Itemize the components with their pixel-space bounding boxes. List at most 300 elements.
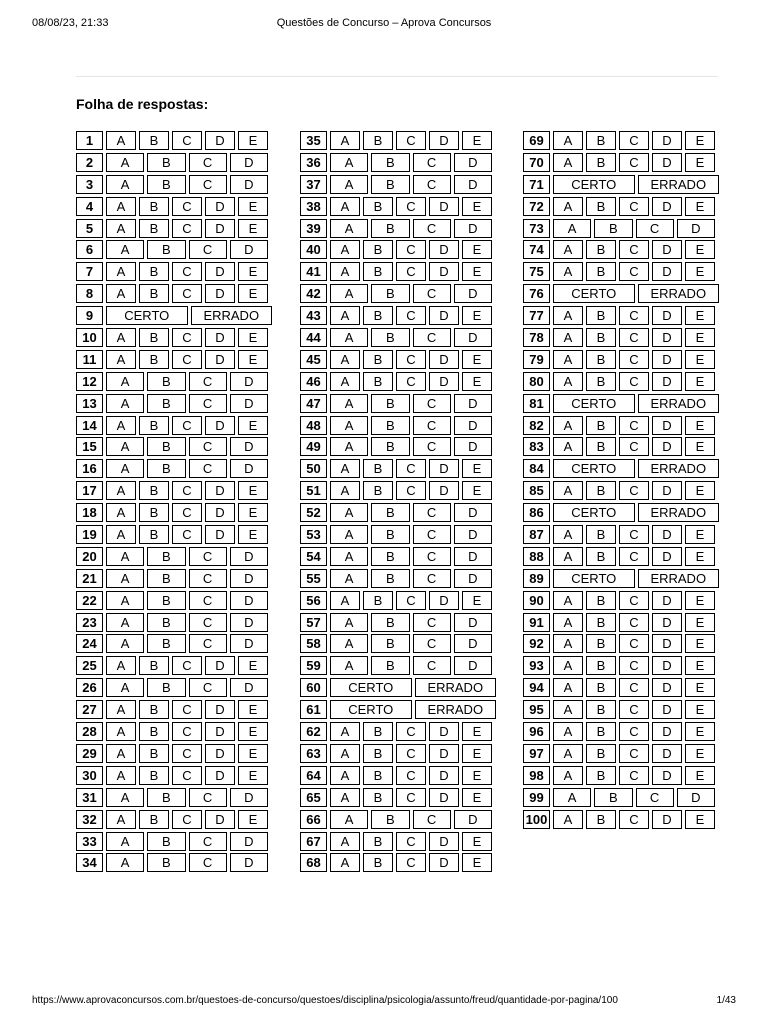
answer-row [300,153,496,172]
answer-option-box: D [652,678,682,697]
question-number: 23 [76,613,103,632]
answer-option-box: D [205,525,235,544]
answer-option-box: A [330,306,360,325]
answer-option-box: A [106,459,144,478]
answer-option-box: B [586,700,616,719]
answer-option-box: B [363,306,393,325]
answer-option-box: A [106,416,136,435]
answer-option-box: D [230,634,268,653]
question-number: 40 [300,240,327,259]
question-number: 6 [76,240,103,259]
answer-option-box: B [586,481,616,500]
answer-option-box: D [429,350,459,369]
question-number: 31 [76,788,103,807]
answer-option-box: C [619,591,649,610]
answer-row [76,481,272,500]
question-number: 43 [300,306,327,325]
answer-option-box: E [238,481,268,500]
answer-row [523,394,719,413]
answer-option-box: C [172,219,202,238]
answer-option-box: E [685,613,715,632]
answer-row [76,131,272,150]
answer-option-box: E [462,372,492,391]
answer-row [300,219,496,238]
answer-row [523,284,719,303]
answer-option-box: A [330,131,360,150]
answer-option-box: A [553,306,583,325]
answer-option-box: B [586,197,616,216]
answer-row [76,437,272,456]
answer-row [300,700,496,719]
answer-option-box: C [619,744,649,763]
answer-option-box: C [413,175,451,194]
answer-option-box: D [429,262,459,281]
question-number: 17 [76,481,103,500]
answer-row [76,153,272,172]
answer-option-box: E [685,810,715,829]
answer-option-box: C [413,219,451,238]
answer-option-box: B [363,197,393,216]
answer-row [300,284,496,303]
answer-option-box: A [106,197,136,216]
answer-row [76,832,272,851]
answer-option-box: D [230,547,268,566]
answer-row [300,744,496,763]
answer-option-box: D [230,153,268,172]
answer-option-box: A [553,678,583,697]
answer-row [523,591,719,610]
answer-row [523,503,719,522]
answer-option-box: D [652,634,682,653]
question-number: 32 [76,810,103,829]
answer-option-box: D [652,306,682,325]
question-number: 93 [523,656,550,675]
answer-option-box: B [147,788,185,807]
answer-option-box: D [652,416,682,435]
answer-option-box: C [189,788,227,807]
answer-row [76,262,272,281]
answer-option-box: C [413,525,451,544]
question-number: 49 [300,437,327,456]
answer-option-box: B [147,591,185,610]
question-number: 90 [523,591,550,610]
answer-option-box: A [106,810,136,829]
answer-option-box: E [685,350,715,369]
answer-option-box: C [396,481,426,500]
answer-option-box: A [330,328,368,347]
answer-option-box: A [330,350,360,369]
answer-option-box: C [396,197,426,216]
answer-option-box: E [685,547,715,566]
answer-option-box: C [619,656,649,675]
answer-option-box: C [413,416,451,435]
answer-row [523,722,719,741]
answer-option-box: A [330,175,368,194]
answer-option-box: D [429,240,459,259]
answer-option-box: A [553,219,591,238]
answer-row [523,525,719,544]
answer-option-box: A [106,372,144,391]
question-number: 70 [523,153,550,172]
question-number: 77 [523,306,550,325]
answer-row [300,613,496,632]
question-number: 61 [300,700,327,719]
answer-option-box: E [462,481,492,500]
answer-option-box: B [586,744,616,763]
answer-option-box: D [429,722,459,741]
answer-option-box: D [205,197,235,216]
answer-row [523,416,719,435]
question-number: 86 [523,503,550,522]
answer-option-box: A [106,328,136,347]
answer-option-box: D [652,350,682,369]
answer-option-box: D [205,503,235,522]
answer-option-box: B [139,481,169,500]
question-number: 10 [76,328,103,347]
answer-option-box: A [106,766,136,785]
answer-option-box: A [106,284,136,303]
answer-option-box: A [330,503,368,522]
answer-option-box: ERRADO [191,306,273,325]
question-number: 24 [76,634,103,653]
answer-option-box: B [371,613,409,632]
answer-option-box: D [652,810,682,829]
answer-option-box: B [586,240,616,259]
answer-option-box: B [363,591,393,610]
answer-option-box: D [652,525,682,544]
answer-option-box: B [139,284,169,303]
answer-option-box: B [363,131,393,150]
answer-option-box: E [238,131,268,150]
answer-option-box: B [371,394,409,413]
answer-row [300,459,496,478]
answer-row [523,766,719,785]
answer-option-box: C [172,766,202,785]
answer-option-box: CERTO [553,284,635,303]
question-number: 5 [76,219,103,238]
answer-row [523,613,719,632]
answer-option-box: D [205,328,235,347]
answer-option-box: C [619,350,649,369]
answer-option-box: A [553,547,583,566]
answer-option-box: ERRADO [638,569,720,588]
answer-option-box: D [454,503,492,522]
answer-option-box: B [363,832,393,851]
answer-option-box: A [106,832,144,851]
question-number: 52 [300,503,327,522]
answer-option-box: C [396,306,426,325]
answer-option-box: A [330,634,368,653]
answer-option-box: A [330,744,360,763]
answer-option-box: A [330,788,360,807]
answer-option-box: A [330,197,360,216]
answer-option-box: C [396,591,426,610]
answer-option-box: E [685,700,715,719]
answer-option-box: A [330,240,360,259]
question-number: 82 [523,416,550,435]
answer-option-box: E [685,744,715,763]
answer-option-box: D [652,591,682,610]
answer-option-box: B [371,525,409,544]
answer-option-box: D [429,372,459,391]
question-number: 80 [523,372,550,391]
answer-row [300,306,496,325]
answer-option-box: D [454,437,492,456]
answer-option-box: D [652,613,682,632]
answer-option-box: B [363,788,393,807]
answer-option-box: A [106,678,144,697]
question-number: 75 [523,262,550,281]
answer-option-box: E [238,219,268,238]
answer-option-box: A [106,853,144,872]
answer-option-box: E [685,262,715,281]
answer-option-box: A [553,613,583,632]
answer-option-box: D [652,700,682,719]
answer-option-box: A [106,700,136,719]
answer-option-box: CERTO [553,175,635,194]
answer-option-box: D [429,459,459,478]
answer-option-box: C [189,437,227,456]
answer-row [300,656,496,675]
answer-option-box: D [652,547,682,566]
answer-row [523,634,719,653]
answer-option-box: C [413,153,451,172]
answer-option-box: C [189,372,227,391]
answer-option-box: D [429,481,459,500]
answer-option-box: B [139,656,169,675]
answer-option-box: A [330,372,360,391]
answer-option-box: B [371,656,409,675]
print-title: Questões de Concurso – Aprova Concursos [276,17,492,29]
answer-option-box: B [586,131,616,150]
answer-option-box: A [553,131,583,150]
answer-option-box: A [330,525,368,544]
answer-option-box: E [238,350,268,369]
question-number: 79 [523,350,550,369]
question-number: 100 [523,810,550,829]
answer-option-box: B [139,219,169,238]
question-number: 63 [300,744,327,763]
answer-option-box: B [371,219,409,238]
answer-option-box: D [454,525,492,544]
answer-option-box: C [413,656,451,675]
answer-option-box: A [106,240,144,259]
answer-option-box: A [553,372,583,391]
answer-row [76,766,272,785]
answer-option-box: E [238,810,268,829]
answer-option-box: E [685,766,715,785]
answer-option-box: D [230,788,268,807]
question-number: 11 [76,350,103,369]
answer-row [76,328,272,347]
answer-option-box: E [462,788,492,807]
answer-option-box: D [454,810,492,829]
answer-option-box: D [652,437,682,456]
answer-option-box: E [238,197,268,216]
answer-option-box: D [205,416,235,435]
answer-option-box: D [454,328,492,347]
answer-row [76,394,272,413]
answer-option-box: B [371,153,409,172]
answer-option-box: B [147,175,185,194]
answer-option-box: B [371,284,409,303]
answer-option-box: A [106,591,144,610]
answer-option-box: ERRADO [638,284,720,303]
answer-option-box: E [462,262,492,281]
question-number: 83 [523,437,550,456]
question-number: 39 [300,219,327,238]
answer-row [300,722,496,741]
answer-row [300,634,496,653]
answer-column-2 [300,131,496,875]
answer-option-box: B [586,591,616,610]
answer-option-box: B [139,503,169,522]
answer-option-box: D [230,175,268,194]
answer-row [76,613,272,632]
answer-option-box: C [619,481,649,500]
question-number: 57 [300,613,327,632]
answer-option-box: E [685,678,715,697]
answer-option-box: D [454,416,492,435]
answer-option-box: B [586,525,616,544]
answer-option-box: C [172,350,202,369]
answer-option-box: D [454,175,492,194]
question-number: 46 [300,372,327,391]
answer-option-box: E [238,722,268,741]
answer-row [523,678,719,697]
answer-option-box: E [685,634,715,653]
question-number: 53 [300,525,327,544]
answer-option-box: C [619,525,649,544]
answer-option-box: C [396,372,426,391]
answer-option-box: C [189,240,227,259]
answer-option-box: CERTO [330,678,412,697]
question-number: 87 [523,525,550,544]
question-number: 34 [76,853,103,872]
answer-row [300,678,496,697]
answer-option-box: D [652,262,682,281]
question-number: 59 [300,656,327,675]
answer-option-box: A [106,613,144,632]
question-number: 64 [300,766,327,785]
answer-column-1 [76,131,272,875]
answer-option-box: A [106,744,136,763]
divider [76,76,718,77]
question-number: 48 [300,416,327,435]
answer-option-box: B [147,613,185,632]
question-number: 22 [76,591,103,610]
answer-option-box: B [371,634,409,653]
answer-option-box: D [429,197,459,216]
question-number: 14 [76,416,103,435]
answer-option-box: C [189,547,227,566]
answer-option-box: C [619,328,649,347]
answer-option-box: D [454,569,492,588]
answer-option-box: D [205,131,235,150]
answer-row [523,153,719,172]
answer-column-3 [523,131,719,832]
answer-option-box: C [396,459,426,478]
answer-option-box: B [139,328,169,347]
answer-option-box: A [106,547,144,566]
answer-option-box: D [230,372,268,391]
answer-option-box: A [553,240,583,259]
answer-option-box: A [553,656,583,675]
answer-option-box: C [172,744,202,763]
answer-option-box: A [106,437,144,456]
answer-option-box: D [205,284,235,303]
answer-option-box: A [330,853,360,872]
answer-row [300,262,496,281]
answer-option-box: B [139,700,169,719]
answer-option-box: C [636,219,674,238]
answer-option-box: C [396,262,426,281]
answer-option-box: E [238,700,268,719]
answer-option-box: C [619,306,649,325]
answer-option-box: B [139,722,169,741]
answer-row [76,175,272,194]
question-number: 51 [300,481,327,500]
answer-option-box: B [363,766,393,785]
question-number: 7 [76,262,103,281]
answer-option-box: B [147,832,185,851]
answer-option-box: B [147,153,185,172]
answer-option-box: E [238,284,268,303]
answer-option-box: C [413,810,451,829]
answer-option-box: B [371,810,409,829]
answer-option-box: E [462,240,492,259]
answer-option-box: D [652,153,682,172]
answer-row [76,591,272,610]
answer-option-box: E [685,240,715,259]
answer-option-box: C [189,613,227,632]
answer-option-box: E [238,262,268,281]
answer-option-box: C [396,350,426,369]
answer-option-box: D [454,547,492,566]
answer-row [300,394,496,413]
question-number: 15 [76,437,103,456]
answer-option-box: D [230,459,268,478]
answer-option-box: B [586,262,616,281]
answer-option-box: E [238,744,268,763]
answer-option-box: B [371,416,409,435]
answer-row [300,569,496,588]
answer-row [523,744,719,763]
answer-option-box: C [619,634,649,653]
answer-option-box: B [363,853,393,872]
answer-option-box: D [454,634,492,653]
question-number: 98 [523,766,550,785]
answer-row [523,219,719,238]
answer-option-box: B [363,744,393,763]
answer-option-box: A [106,788,144,807]
answer-option-box: E [462,766,492,785]
answer-option-box: A [330,547,368,566]
answer-option-box: B [586,328,616,347]
answer-option-box: ERRADO [415,700,497,719]
question-number: 18 [76,503,103,522]
answer-option-box: C [396,766,426,785]
question-number: 56 [300,591,327,610]
answer-option-box: A [106,656,136,675]
answer-option-box: A [553,634,583,653]
answer-option-box: C [619,153,649,172]
answer-row [523,328,719,347]
question-number: 8 [76,284,103,303]
answer-option-box: D [652,656,682,675]
answer-option-box: B [586,437,616,456]
answer-option-box: C [172,131,202,150]
